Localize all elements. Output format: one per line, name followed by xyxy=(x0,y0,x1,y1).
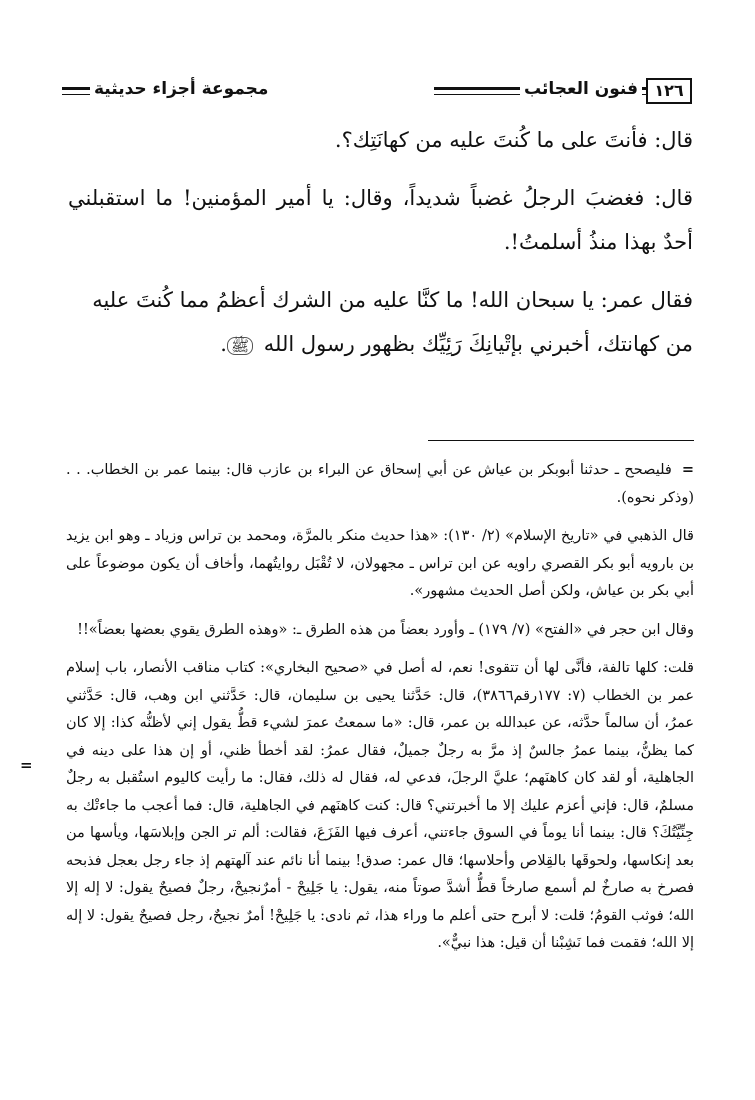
footnote-1-text: فليصحح ـ حدثنا أبوبكر بن عياش عن أبي إسحاق عن البراء بن عازب قال: بينما عمر بن الخطاب. . .(وذكر نحوه). xyxy=(66,462,694,506)
footnotes xyxy=(66,456,694,969)
footnote-3: وقال ابن حجر في «الفتح» (٧/ ١٧٩) ـ وأورد بعضاً من هذه الطرق ـ: «وهذه الطرق يقوي بعضها بعضاً»!! xyxy=(77,621,694,638)
footnote-2: قال الذهبي في «تاريخ الإسلام» (٢/ ١٣٠): «هذا حديث منكر بالمرَّة، ومحمد بن تراس وزياد ـ وهو ابن يزيد بن بارويه أبو بكر القصري راويه عن ابن تراس ـ مجهولان، لا تُقْبَل روايتُهما، وأخاف أن يكون موضوعاً على أبي بكر بن عياش، ولكن أصل الحديث مشهور». xyxy=(66,528,694,599)
main-paragraph-3-end: . xyxy=(220,332,227,356)
header-rule-left xyxy=(62,87,92,95)
salawat-symbol: ﷺ xyxy=(227,337,253,355)
main-paragraph-1: قال: فأنتَ على ما كُنتَ عليه من كهانَتِك؟. xyxy=(334,128,693,152)
main-paragraph-2: قال: فغضبَ الرجلُ غضباً شديداً، وقال: يا أمير المؤمنين! ما استقبلني أحدٌ بهذا منذُ أسلمتُ!. xyxy=(68,186,693,254)
footnote-divider xyxy=(428,440,694,441)
main-text xyxy=(68,118,693,380)
continuation-mark-end: = xyxy=(20,756,33,774)
footnote-1 xyxy=(66,456,694,512)
running-header xyxy=(62,78,692,106)
header-rule-middle xyxy=(434,87,532,95)
main-paragraph-3-text: فقال عمر: يا سبحان الله! ما كنَّا عليه من الشرك أعظمُ مما كُنتَ عليه من كهانتك، أخبرني بإتْيانِكَ رَئِيِّك بظهور رسول الله xyxy=(92,288,693,356)
page-number: ١٢٦ xyxy=(646,78,692,104)
series-title: مجموعة أجزاء حديثية xyxy=(90,79,272,99)
continuation-mark: = xyxy=(681,461,694,478)
main-paragraph-3 xyxy=(68,278,693,366)
footnote-4: قلت: كلها تالفة، فأنَّى لها أن تتقوى! نعم، له أصل في «صحيح البخاري»: كتاب مناقب الأنصار، باب إسلام عمر بن الخطاب (٧: ١٧٧رقم٣٨٦٦)، قال: حَدَّثنا يحيى بن سليمان، قال: حَدَّثني ابن وهب، قال: حَدَّثني عمرُ، أن سالماً حدَّثه، عن عبدالله بن عمر، قال: «ما سمعتُ عمرَ لشيء قطُّ يقول إني لأظنُّه كذا: إلا كان كما يظنُّ، بينما عمرُ جالسٌ إذ مرَّ به رجلٌ جميلٌ، فقال عمرُ: لقد أخطأ ظني، أو إن هذا على دينه في الجاهلية، أو لقد كان كاهنَهم؛ عليَّ الرجلَ، فدعي له، فقال له ذلك، فقال: ما رأيت كاليوم استُقبل به رجلٌ مسلمٌ، قال: فإني أعزم عليك إلا ما أخبرتني؟ قال: كنت كاهنَهم في الجاهلية، قال: فما أعجب ما جاءتْك به جِنِّيَّتُكَ؟ قال: بينما أنا يوماً في السوق جاءتني، أعرف فيها الفَزَعَ، فقالت: ألم تر الجن وإبلاسَها، ويأسها من بعد إنكاسها، ولحوقَها بالقِلاص وأحلاسها؛ قال عمر: صدق! بينما أنا نائم عند آلهتهم إذ جاء رجل بعجل فذبحه فصرخ به صارخٌ لم أسمع صارخاً قطُّ أشدَّ صوتاً منه، يقول: يا جَلِيحْ - أمرٌنجيحْ، رجلٌ فصيحٌ يقول: لا إله إلا الله؛ فوثب القومُ؛ قلت: لا أبرح حتى أعلم ما وراء هذا، ثم نادى: يا جَلِيحْ! أمرٌ نجيحٌ، رجل فصيحٌ يقول: لا إله إلا الله؛ فقمت فما نَشِبْنا أن قيل: هذا نبيٌّ». xyxy=(66,660,694,951)
book-title: فنون العجائب xyxy=(520,79,642,99)
